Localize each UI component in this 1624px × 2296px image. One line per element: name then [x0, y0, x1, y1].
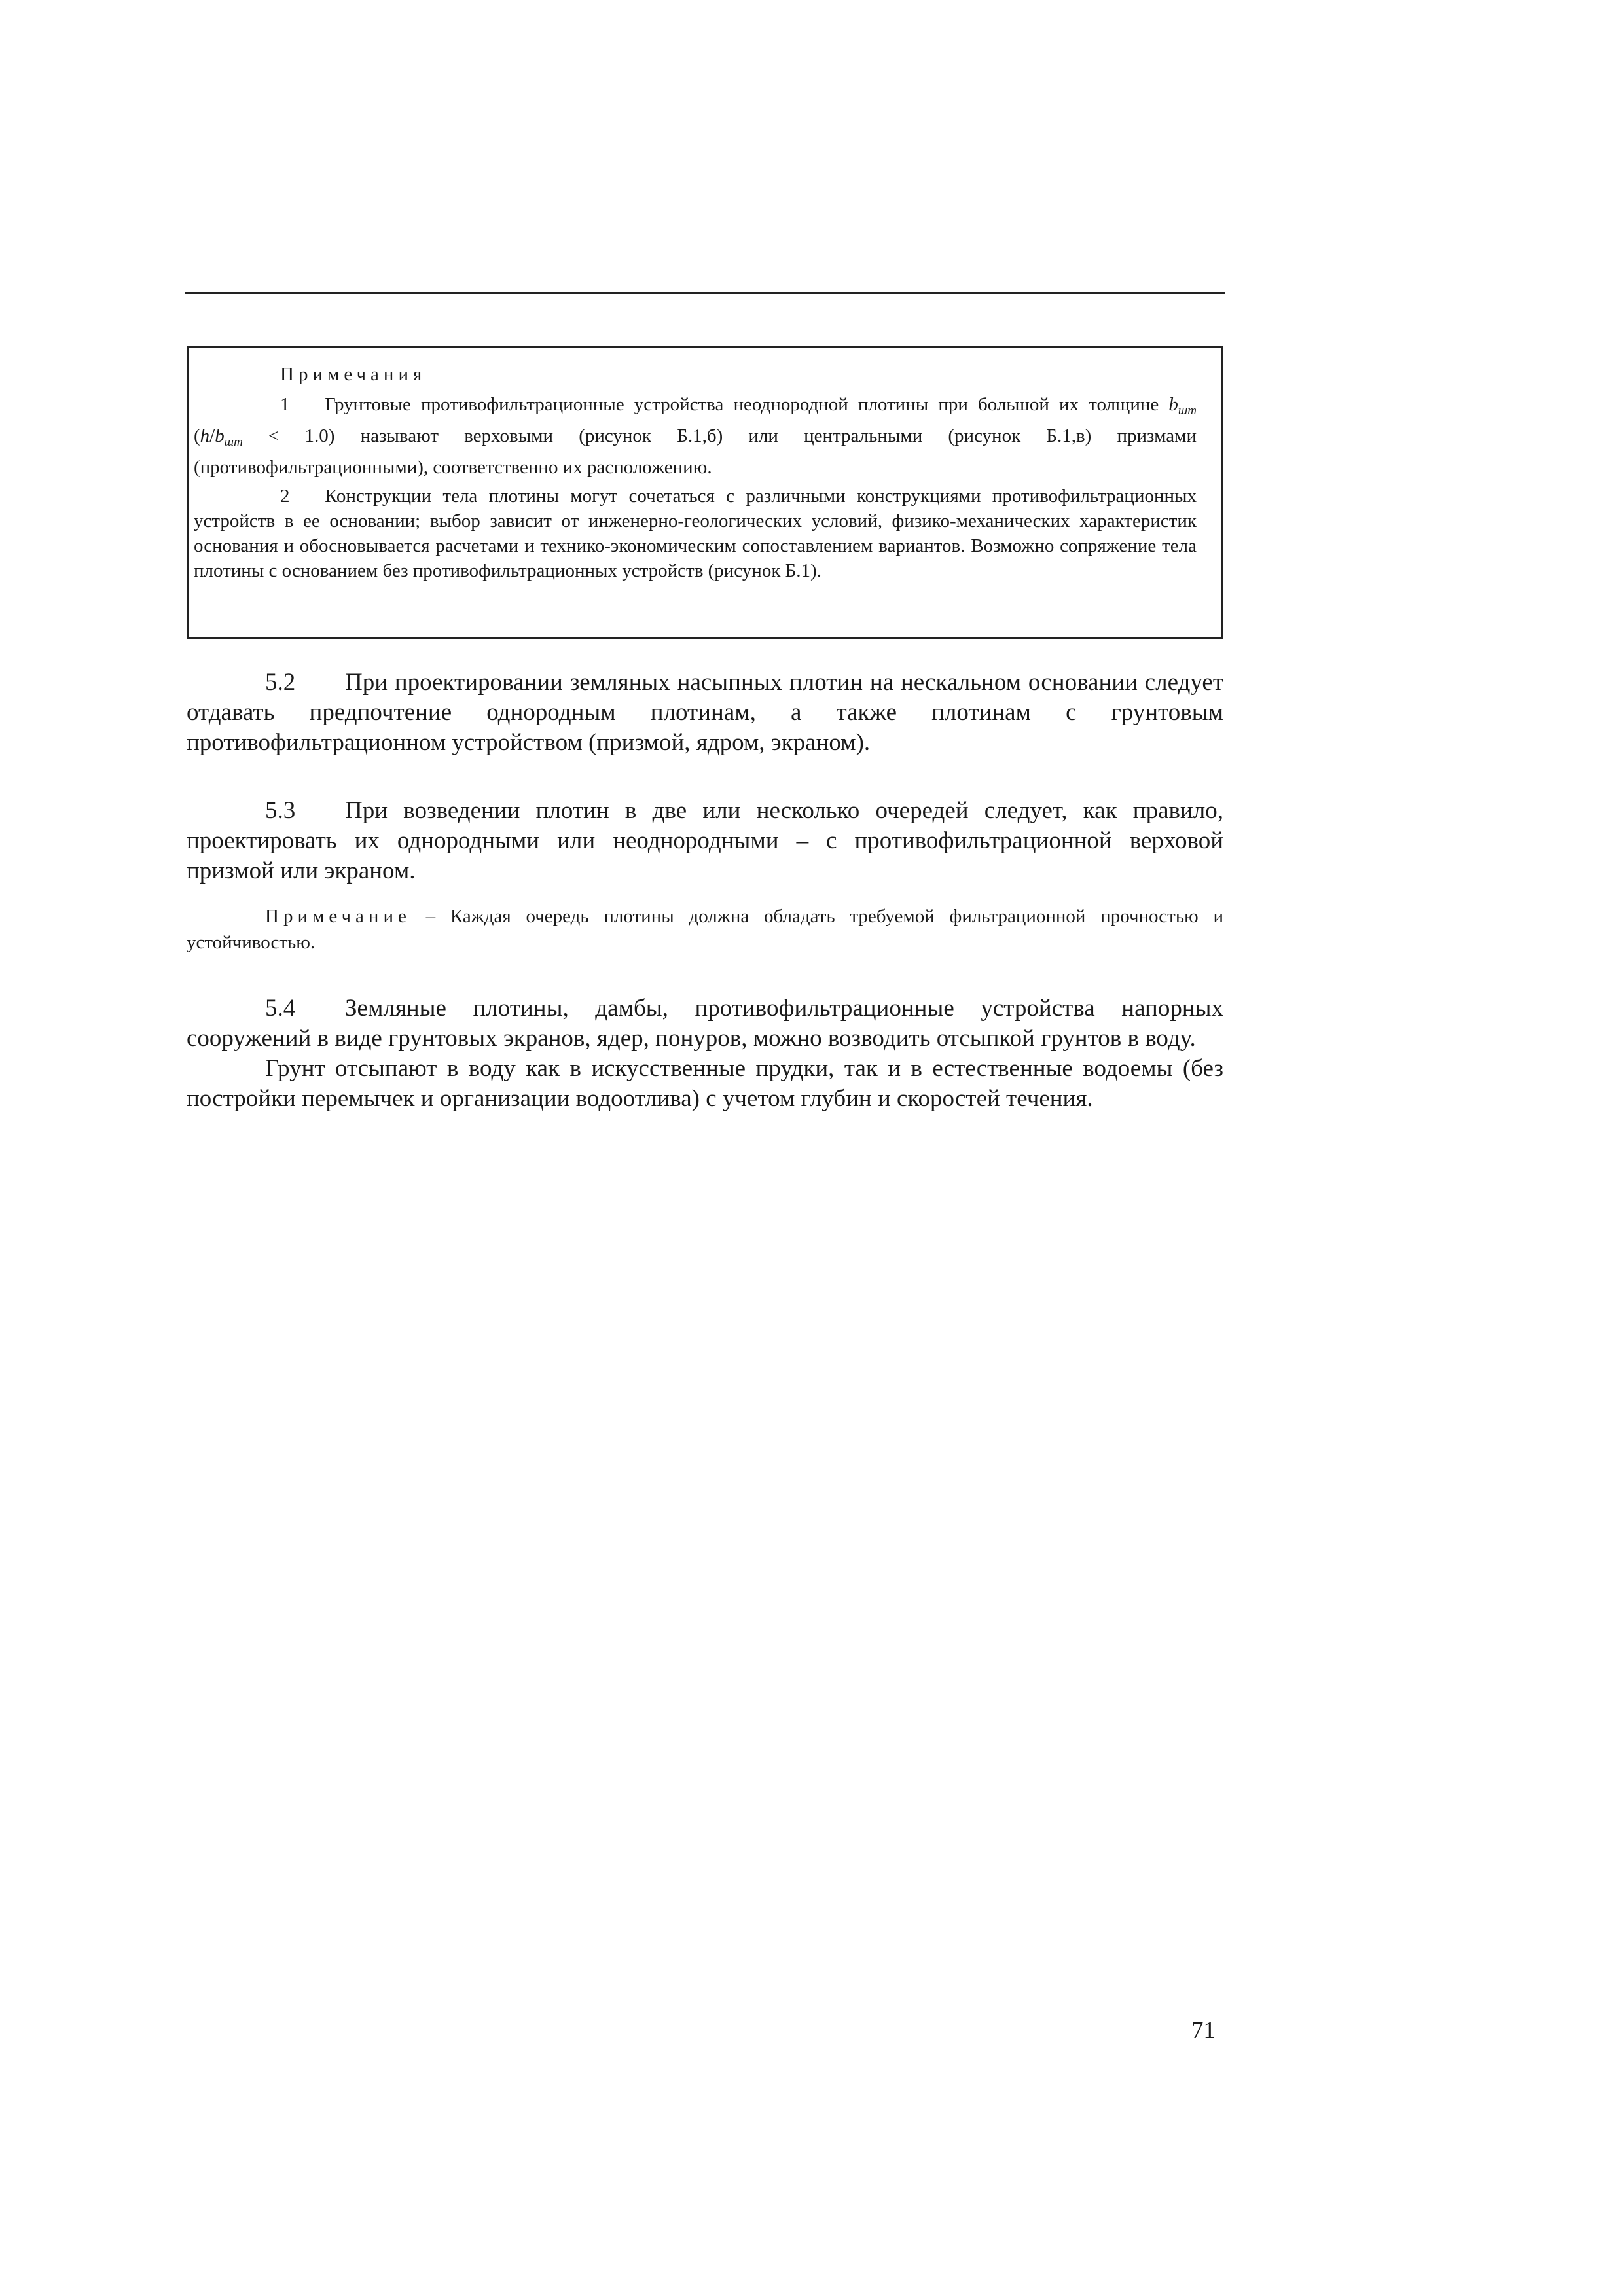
- section-5-3: [187, 796, 1223, 886]
- section-number: 5.2: [265, 669, 296, 696]
- section-5-3-note: [187, 903, 1223, 956]
- section-text: При возведении плотин в две или несколько очередей следует, как правило, проектировать их однородными или неоднородными – с противофильтрационной верховой призмой или экраном.: [187, 797, 1223, 884]
- note-item-2: [194, 484, 1197, 583]
- section-number: 5.4: [265, 995, 296, 1022]
- note-number: 2: [280, 486, 290, 507]
- formula-b: b: [1168, 394, 1178, 415]
- note-item-1: [194, 392, 1197, 480]
- notes-title: Примечания: [280, 364, 427, 385]
- note-label: Примечание: [265, 906, 411, 927]
- formula-subscript: шт: [1178, 404, 1197, 418]
- header-rule: [185, 292, 1225, 294]
- formula-slash: /: [209, 425, 215, 446]
- note-number: 1: [280, 394, 290, 415]
- section-text: Земляные плотины, дамбы, противофильтрационные устройства напорных сооружений в виде грунтовых экранов, ядер, понуров, можно возводить отсыпкой грунтов в воду.: [187, 995, 1223, 1052]
- formula-subscript: шт: [224, 435, 243, 449]
- note-text: < 1.0) называют верховыми (рисунок Б.1,б) или центральными (рисунок Б.1,в) призмами (противофильтрационными), соответственно их расположению.: [194, 425, 1197, 478]
- section-5-4: [187, 994, 1223, 1054]
- formula-b: b: [215, 425, 225, 446]
- page-number: 71: [1191, 2017, 1216, 2044]
- main-content: [187, 668, 1223, 1114]
- formula-h: h: [200, 425, 210, 446]
- note-text: (: [194, 425, 200, 446]
- section-text: При проектировании земляных насыпных плотин на нескальном основании следует отдавать предпочтение однородным плотинам, а также плотинам с грунтовым противофильтрационном устройством (призмой, ядром, экраном).: [187, 669, 1223, 756]
- notes-box: [187, 346, 1223, 639]
- note-text: – Каждая очередь плотины должна обладать требуемой фильтрационной прочностью и устойчивостью.: [187, 906, 1223, 953]
- note-text: Грунтовые противофильтрационные устройства неоднородной плотины при большой их толщине: [325, 394, 1169, 415]
- section-5-2: [187, 668, 1223, 758]
- section-5-4-continuation: [187, 1054, 1223, 1114]
- section-text: Грунт отсыпают в воду как в искусственные прудки, так и в естественные водоемы (без постройки перемычек и организации водоотлива) с учетом глубин и скоростей течения.: [187, 1055, 1223, 1112]
- note-text: Конструкции тела плотины могут сочетаться с различными конструкциями противофильтрационных устройств в ее основании; выбор зависит от инженерно-геологических условий, физико-механических характеристик основания и обосновывается расчетами и технико-экономическим сопоставлением вариантов. Возможно сопряжение тела плотины с основанием без противофильтрационных устройств (рисунок Б.1).: [194, 486, 1197, 581]
- section-number: 5.3: [265, 797, 296, 824]
